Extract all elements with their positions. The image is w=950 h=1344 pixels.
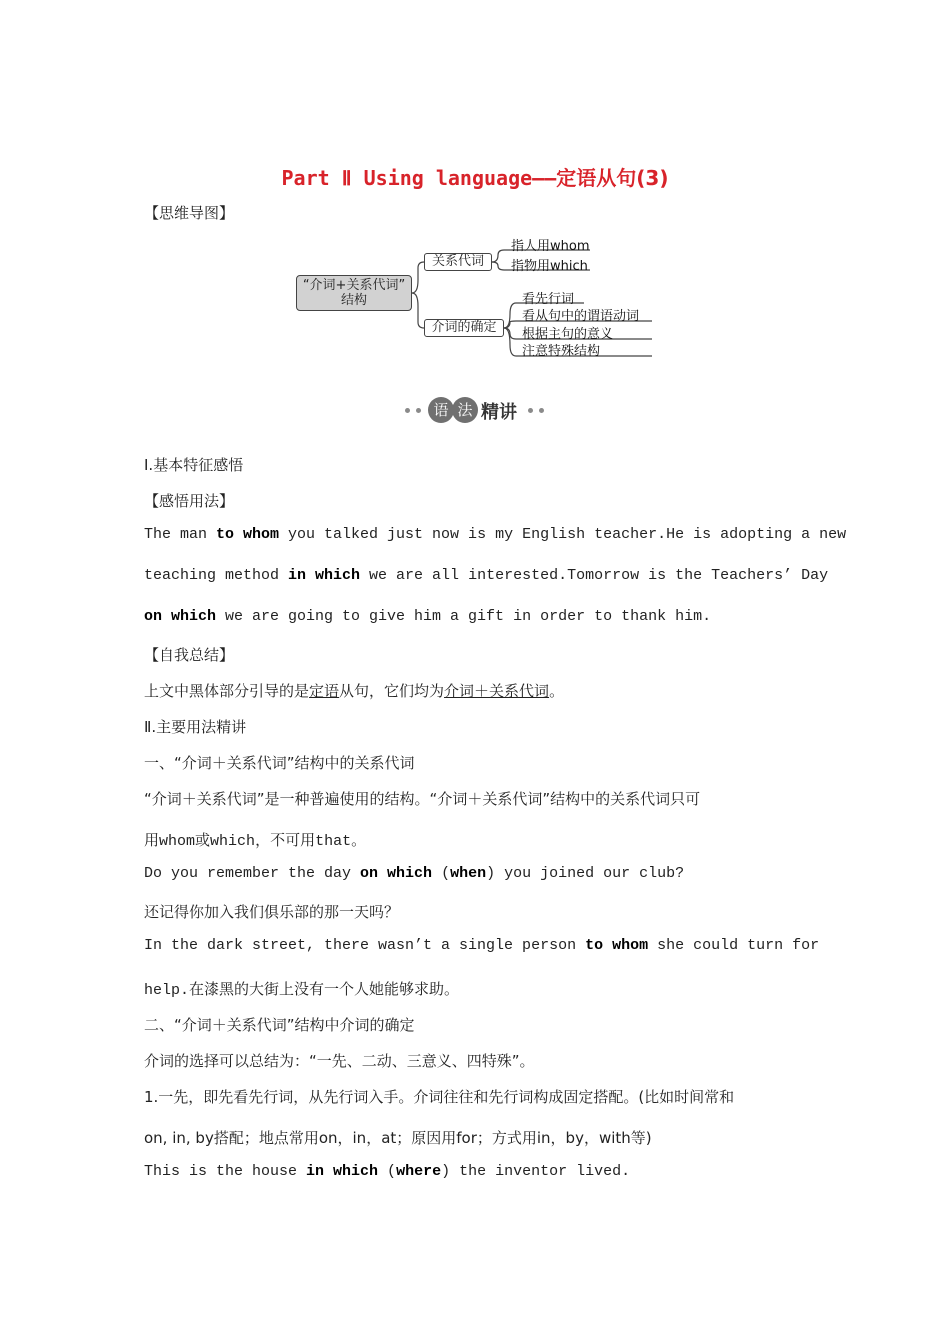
example-3: This is the house in which (where) the inventor lived. <box>144 1163 631 1180</box>
title-en: Part Ⅱ Using language—— <box>281 166 557 190</box>
mindmap-branch-preposition: 介词的确定 <box>424 319 504 337</box>
section-1-subtitle: 【感悟用法】 <box>144 492 235 510</box>
mindmap-root <box>296 275 412 311</box>
preposition-summary: 介词的选择可以总结为：“一先、二动、三意义、四特殊”。 <box>144 1052 535 1070</box>
example-1: Do you remember the day on which (when) you joined our club? <box>144 865 685 882</box>
example-2-line-2: help.在漆黑的大街上没有一个人她能够求助。 <box>144 980 460 999</box>
rule-1-line-2: on, in, by搭配；地点常用on，in，at；原因用for；方式用in，by，with等) <box>144 1129 652 1147</box>
badge-dot <box>539 408 544 413</box>
example-2-line-1: In the dark street, there wasn’t a single person to whom she could turn for <box>144 937 820 954</box>
passage-line-2: teaching method in which we are all interested.Tomorrow is the Teachers’ Day <box>144 567 829 584</box>
mindmap-root-line1: “介词+关系代词” <box>302 278 406 293</box>
badge-dot <box>405 408 410 413</box>
heading-2: 二、“介词＋关系代词”结构中介词的确定 <box>144 1016 415 1034</box>
mindmap-leaf-meaning: 根据主句的意义 <box>522 327 614 342</box>
mindmap-leaf-verb: 看从句中的谓语动词 <box>522 309 640 324</box>
mindmap-leaf-which: 指物用which <box>511 259 588 274</box>
heading-1: 一、“介词＋关系代词”结构中的关系代词 <box>144 754 415 772</box>
summary-blank-1: 定语 <box>309 682 340 700</box>
summary-text: 上文中黑体部分引导的是定语从句，它们均为介词＋关系代词。 <box>144 682 565 700</box>
mindmap-branch-pronoun: 关系代词 <box>424 253 492 271</box>
badge-dot <box>528 408 533 413</box>
passage-line-3: on which we are going to give him a gift in order to thank him. <box>144 608 712 625</box>
rule-text-line-2: 用whom或which，不可用that。 <box>144 831 367 850</box>
section-1-title: Ⅰ.基本特征感悟 <box>144 456 244 474</box>
passage-line-1: The man to whom you talked just now is my English teacher.He is adopting a new <box>144 526 847 543</box>
mindmap-leaf-special: 注意特殊结构 <box>522 344 601 359</box>
summary-subtitle: 【自我总结】 <box>144 646 235 664</box>
summary-blank-2: 介词＋关系代词 <box>444 682 550 700</box>
rule-1-line-1: 1.一先，即先看先行词，从先行词入手。介词往往和先行词构成固定搭配。(比如时间常和 <box>144 1088 735 1106</box>
rule-text-line-1: “介词＋关系代词”是一种普遍使用的结构。“介词＋关系代词”结构中的关系代词只可 <box>144 790 701 808</box>
badge-char-1: 语 <box>428 397 454 423</box>
example-1-translation: 还记得你加入我们俱乐部的那一天吗？ <box>144 903 400 921</box>
mindmap-leaf-antecedent: 看先行词 <box>522 292 575 307</box>
mindmap-leaf-whom: 指人用whom <box>511 239 590 254</box>
section-2-title: Ⅱ.主要用法精讲 <box>144 718 247 736</box>
mindmap-root-line2: 结构 <box>340 293 367 308</box>
title-cn: 定语从句(3) <box>556 166 669 190</box>
badge-char-2: 法 <box>452 397 478 423</box>
mindmap-header: 【思维导图】 <box>144 204 235 222</box>
badge-text: 精讲 <box>481 402 517 423</box>
badge-dot <box>416 408 421 413</box>
